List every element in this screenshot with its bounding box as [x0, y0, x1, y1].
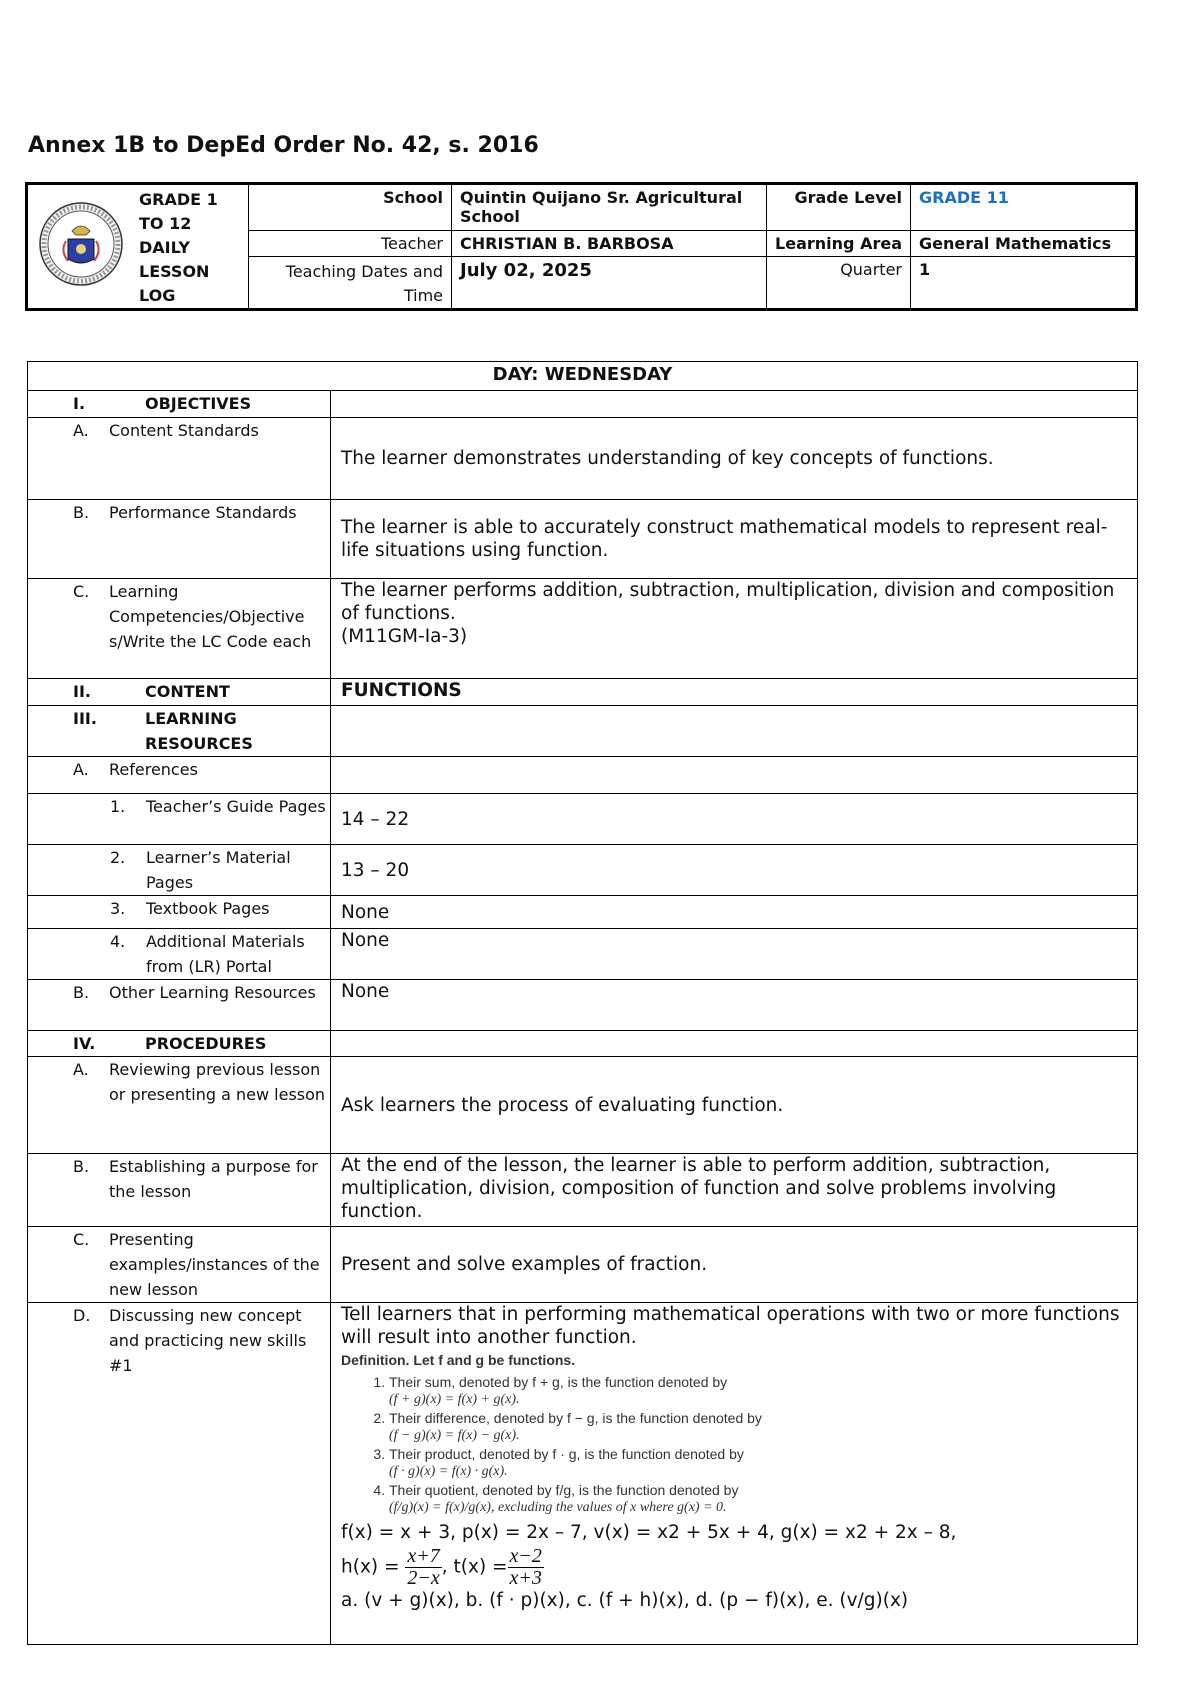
discussing-value [331, 1303, 1138, 1645]
logo-cell [27, 184, 134, 310]
purpose-label: B. Establishing a purpose for the lesson [28, 1154, 331, 1227]
competencies-value: The learner performs addition, subtraction, multiplication, division and composition of functions. (M11GM-Ia-3) [331, 579, 1138, 679]
textbook-pages-label: 3. Textbook Pages [28, 896, 331, 929]
definition-title: Definition. Let f and g be functions. [341, 1352, 576, 1368]
other-resources-label: B. Other Learning Resources [28, 980, 331, 1031]
teacher-value: CHRISTIAN B. BARBOSA [452, 231, 767, 257]
objectives-row: I. OBJECTIVES [28, 391, 331, 418]
performance-standards-label: B. Performance Standards [28, 500, 331, 579]
tasks-line: a. (v + g)(x), b. (f · p)(x), c. (f + h)(x), d. (p − f)(x), e. (v/g)(x) [341, 1590, 909, 1611]
definition-item: 3. Their product, denoted by f · g, is the function denoted by (f · g)(x) = f(x) · g(x). [389, 1445, 1131, 1481]
dates-label: Teaching Dates and Time [249, 257, 452, 310]
header-table [25, 182, 1138, 311]
other-resources-value: None [331, 980, 1138, 1031]
definition-block [341, 1351, 1131, 1517]
school-label: School [249, 184, 452, 231]
additional-materials-label: 4. Additional Materials from (LR) Portal [28, 929, 331, 980]
tg-pages-value: 14 – 22 [331, 794, 1138, 845]
grade-level-label: Grade Level [767, 184, 911, 231]
annex-title: Annex 1B to DepEd Order No. 42, s. 2016 [28, 133, 539, 158]
presenting-value: Present and solve examples of fraction. [331, 1227, 1138, 1303]
textbook-pages-value: None [331, 896, 1138, 929]
purpose-value: At the end of the lesson, the learner is able to perform addition, subtraction, multiplication, division, composition of function and solve problems involving function. [331, 1154, 1138, 1227]
day-heading: DAY: WEDNESDAY [28, 362, 1138, 391]
procedures-row: IV. PROCEDURES [28, 1031, 331, 1057]
lm-pages-value: 13 – 20 [331, 845, 1138, 896]
content-row: II. CONTENT [28, 679, 331, 706]
lc-code: (M11GM-Ia-3) [341, 626, 468, 647]
h-fraction: $\frac{x+7}{2-x}$ [407, 1545, 440, 1589]
grade-log-title: GRADE 1 TO 12 DAILY LESSON LOG [133, 184, 249, 310]
references-label: A. References [28, 757, 331, 794]
fraction-functions: h(x) = $\frac{x+7}{2-x}$ , t(x) = $\frac{x-2}{x+3}$ [341, 1545, 542, 1589]
content-value: FUNCTIONS [331, 679, 1138, 706]
additional-materials-value: None [331, 929, 1138, 980]
t-fraction: $\frac{x-2}{x+3}$ [509, 1545, 542, 1589]
lm-pages-label: 2. Learner’s Material Pages [28, 845, 331, 896]
content-standards-value: The learner demonstrates understanding of key concepts of functions. [331, 418, 1138, 500]
reviewing-label: A. Reviewing previous lesson or presenting a new lesson [28, 1057, 331, 1154]
quarter-value: 1 [911, 257, 1137, 310]
learning-area-value: General Mathematics [911, 231, 1137, 257]
content-standards-label: A. Content Standards [28, 418, 331, 500]
performance-standards-value: The learner is able to accurately construct mathematical models to represent real-life situations using function. [331, 500, 1138, 579]
presenting-label: C. Presenting examples/instances of the new lesson [28, 1227, 331, 1303]
tg-pages-label: 1. Teacher’s Guide Pages [28, 794, 331, 845]
grade-level-value: GRADE 11 [911, 184, 1137, 231]
dates-value: July 02, 2025 [452, 257, 767, 310]
definition-item: 4. Their quotient, denoted by f/g, is the function denoted by (f/g)(x) = f(x)/g(x), excluding the values of x where g(x) = 0. [389, 1481, 1131, 1517]
definition-item: 2. Their difference, denoted by f − g, is the function denoted by (f − g)(x) = f(x) − g(x). [389, 1409, 1131, 1445]
competencies-label: C. Learning Competencies/Objective s/Write the LC Code each [28, 579, 331, 679]
discussing-intro: Tell learners that in performing mathematical operations with two or more functions will result into another function. [341, 1304, 1120, 1348]
quarter-label: Quarter [767, 257, 911, 310]
teacher-label: Teacher [249, 231, 452, 257]
learning-area-label: Learning Area [767, 231, 911, 257]
deped-seal-icon [38, 201, 124, 287]
definition-item: 1. Their sum, denoted by f + g, is the function denoted by (f + g)(x) = f(x) + g(x). [389, 1373, 1131, 1409]
learning-resources-row: III. LEARNING RESOURCES [28, 706, 331, 757]
lesson-plan-table [27, 361, 1138, 1645]
given-functions: f(x) = x + 3, p(x) = 2x – 7, v(x) = x2 + 5x + 4, g(x) = x2 + 2x – 8, [341, 1522, 957, 1543]
reviewing-value: Ask learners the process of evaluating function. [331, 1057, 1138, 1154]
school-value: Quintin Quijano Sr. Agricultural School [452, 184, 767, 231]
discussing-label: D. Discussing new concept and practicing new skills #1 [28, 1303, 331, 1645]
